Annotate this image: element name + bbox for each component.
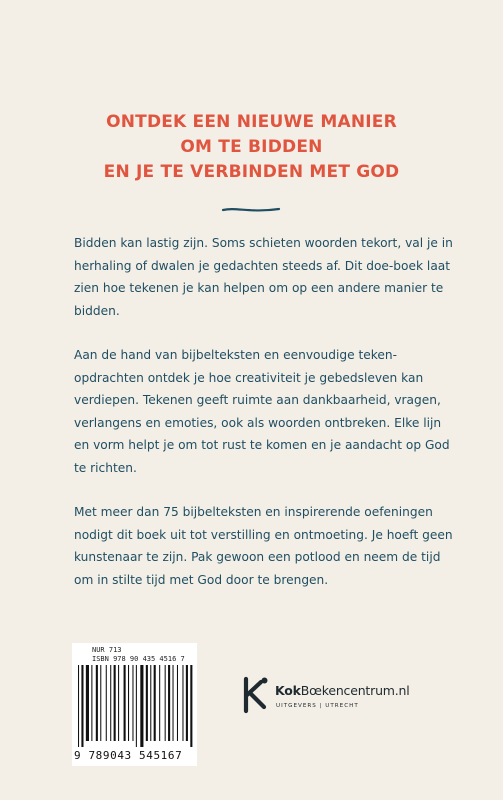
barcode-digits: 9 789043 545167 (74, 749, 183, 762)
back-cover-headline (0, 110, 503, 185)
barcode-bar (186, 665, 188, 741)
headline-line-1: ONTDEK EEN NIEUWE MANIER (106, 112, 397, 132)
isbn-text: ISBN 978 90 435 4516 7 (92, 655, 185, 663)
publisher-name-regular: Bœkencentrum (300, 683, 395, 698)
blurb-text (74, 232, 454, 613)
publisher-mark-icon (240, 676, 270, 714)
barcode-bar (168, 665, 170, 741)
barcode-bar (124, 665, 126, 741)
publisher-name-bold: Kok (275, 683, 301, 698)
barcode-bar (78, 665, 79, 747)
barcode-box (72, 643, 197, 766)
blurb-paragraph-3: Met meer dan 75 bijbelteksten en inspirerende oefeningen nodigt dit boek uit tot verstilling en ontmoeting. Je hoeft geen kunstenaar te zijn. Pak gewoon een potlood en neem de tijd om in stilte tijd met God door te brengen. (74, 505, 453, 587)
barcode-bar (136, 665, 137, 747)
barcode-bar (86, 665, 89, 741)
barcode-bar (91, 665, 92, 741)
barcode-bar (173, 665, 174, 741)
barcode-bar (110, 665, 111, 741)
headline-line-3: EN JE TE VERBINDEN MET GOD (103, 162, 400, 182)
barcode-bar (132, 665, 133, 741)
barcode-bar (159, 665, 160, 741)
publisher-name (275, 683, 410, 698)
wave-divider (221, 204, 281, 216)
barcode-bar (150, 665, 151, 741)
barcode-bar (100, 665, 101, 741)
headline-line-2: OM TE BIDDEN (180, 137, 323, 157)
barcode-bar (96, 665, 98, 741)
barcode-bar (177, 665, 178, 741)
blurb-paragraph-1: Bidden kan lastig zijn. Soms schieten woorden tekort, val je in herhaling of dwalen je gedachten steeds af. Dit doe-boek laat zien hoe tekenen je kan helpen om op een andere manier te bidden. (74, 236, 453, 318)
barcode-bar (140, 665, 143, 747)
barcode-bars (76, 665, 194, 747)
barcode-bar (190, 665, 192, 747)
barcode-bar (128, 665, 129, 741)
barcode-bar (165, 665, 166, 741)
blurb-paragraph-2: Aan de hand van bijbelteksten en eenvoudige teken-opdrachten ontdek je hoe creativiteit je gebedsleven kan verdiepen. Tekenen geeft ruimte aan dankbaarheid, vragen, verlangens en emoties, ook als woorden ontbreken. Elke lijn en vorm helpt je om tot rust te komen en je aandacht op God te richten. (74, 348, 450, 475)
barcode-bar (154, 665, 156, 741)
publisher-logo (240, 676, 470, 726)
barcode-bar (182, 665, 183, 741)
barcode-bar (106, 665, 107, 741)
barcode-bar (146, 665, 148, 741)
barcode-bar (81, 665, 83, 747)
publisher-name-suffix: .nl (394, 683, 410, 698)
nur-code: NUR 713 (92, 646, 122, 654)
barcode-bar (118, 665, 119, 741)
publisher-subtitle: UITGEVERS | UTRECHT (276, 703, 359, 709)
barcode-bar (114, 665, 116, 741)
